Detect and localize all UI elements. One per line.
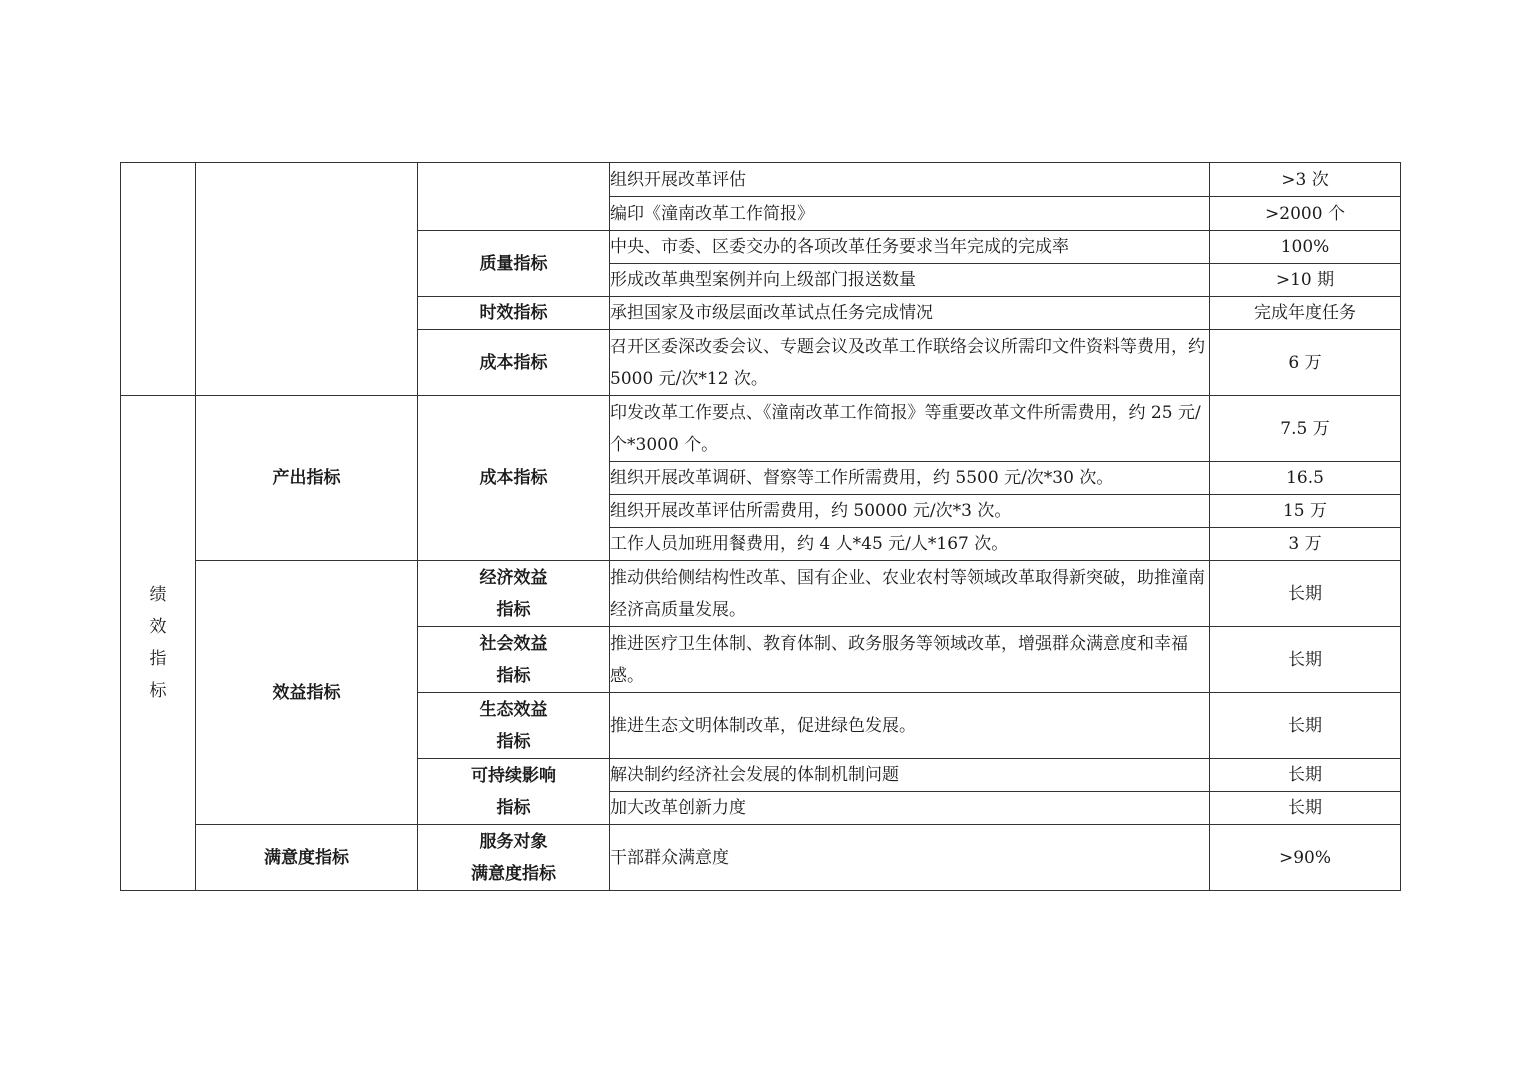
table-row [121,163,1401,197]
level2-label: 满意度指标 [196,825,418,891]
level3-label [418,627,610,693]
item-cell: 形成改革典型案例并向上级部门报送数量 [610,264,1210,297]
level3-line: 指标 [496,731,531,752]
value-cell: 长期 [1210,627,1401,693]
value-cell: 长期 [1210,693,1401,759]
level3-line: 指标 [496,797,531,818]
item-cell: 组织开展改革调研、督察等工作所需费用，约 5500 元/次*30 次。 [610,462,1210,495]
item-cell: 组织开展改革评估所需费用，约 50000 元/次*3 次。 [610,495,1210,528]
table-row [121,825,1401,891]
value-cell: 100% [1210,231,1401,264]
level3-label: 成本指标 [418,396,610,561]
item-cell: 加大改革创新力度 [610,792,1210,825]
item-cell: 中央、市委、区委交办的各项改革任务要求当年完成的完成率 [610,231,1210,264]
value-cell: 7.5 万 [1210,396,1401,462]
value-cell: 长期 [1210,792,1401,825]
level3-line: 生态效益 [479,699,548,720]
level3-line: 服务对象 [479,831,548,852]
item-cell: 解决制约经济社会发展的体制机制问题 [610,759,1210,792]
level3-line: 可持续影响 [471,765,556,786]
value-cell: >3 次 [1210,163,1401,197]
level3-line: 指标 [496,665,531,686]
level3-line: 满意度指标 [471,863,556,884]
level3-label [418,561,610,627]
item-cell: 承担国家及市级层面改革试点任务完成情况 [610,297,1210,330]
item-cell: 工作人员加班用餐费用，约 4 人*45 元/人*167 次。 [610,528,1210,561]
level1-label [121,396,196,891]
value-cell: 3 万 [1210,528,1401,561]
value-cell: 长期 [1210,759,1401,792]
level3-line: 经济效益 [479,567,548,588]
level3-label: 质量指标 [418,231,610,297]
item-cell: 干部群众满意度 [610,825,1210,891]
item-cell: 编印《潼南改革工作简报》 [610,197,1210,231]
table-row [121,396,1401,462]
value-cell: >90% [1210,825,1401,891]
level3-label [418,825,610,891]
level3-label [418,693,610,759]
level3-line: 社会效益 [479,633,548,654]
level3-label [418,759,610,825]
table-row [121,561,1401,627]
value-cell: 15 万 [1210,495,1401,528]
item-cell: 印发改革工作要点、《潼南改革工作简报》等重要改革文件所需费用，约 25 元/个*3000 个。 [610,396,1210,462]
value-cell: 完成年度任务 [1210,297,1401,330]
level3-cell-empty [418,163,610,231]
item-cell: 推进生态文明体制改革，促进绿色发展。 [610,693,1210,759]
value-cell: 16.5 [1210,462,1401,495]
level2-label: 效益指标 [196,561,418,825]
item-cell: 推动供给侧结构性改革、国有企业、农业农村等领域改革取得新突破，助推潼南经济高质量发展。 [610,561,1210,627]
level3-label: 成本指标 [418,330,610,396]
level1-cell-empty [121,163,196,396]
performance-indicator-table [120,162,1401,891]
level3-label: 时效指标 [418,297,610,330]
level3-line: 指标 [496,599,531,620]
level2-cell-empty [196,163,418,396]
item-cell: 召开区委深改委会议、专题会议及改革工作联络会议所需印文件资料等费用，约 5000 元/次*12 次。 [610,330,1210,396]
level1-text: 绩效指标 [149,585,167,701]
value-cell: 6 万 [1210,330,1401,396]
level2-label: 产出指标 [196,396,418,561]
value-cell: >10 期 [1210,264,1401,297]
value-cell: >2000 个 [1210,197,1401,231]
item-cell: 推进医疗卫生体制、教育体制、政务服务等领域改革，增强群众满意度和幸福感。 [610,627,1210,693]
item-cell: 组织开展改革评估 [610,163,1210,197]
value-cell: 长期 [1210,561,1401,627]
